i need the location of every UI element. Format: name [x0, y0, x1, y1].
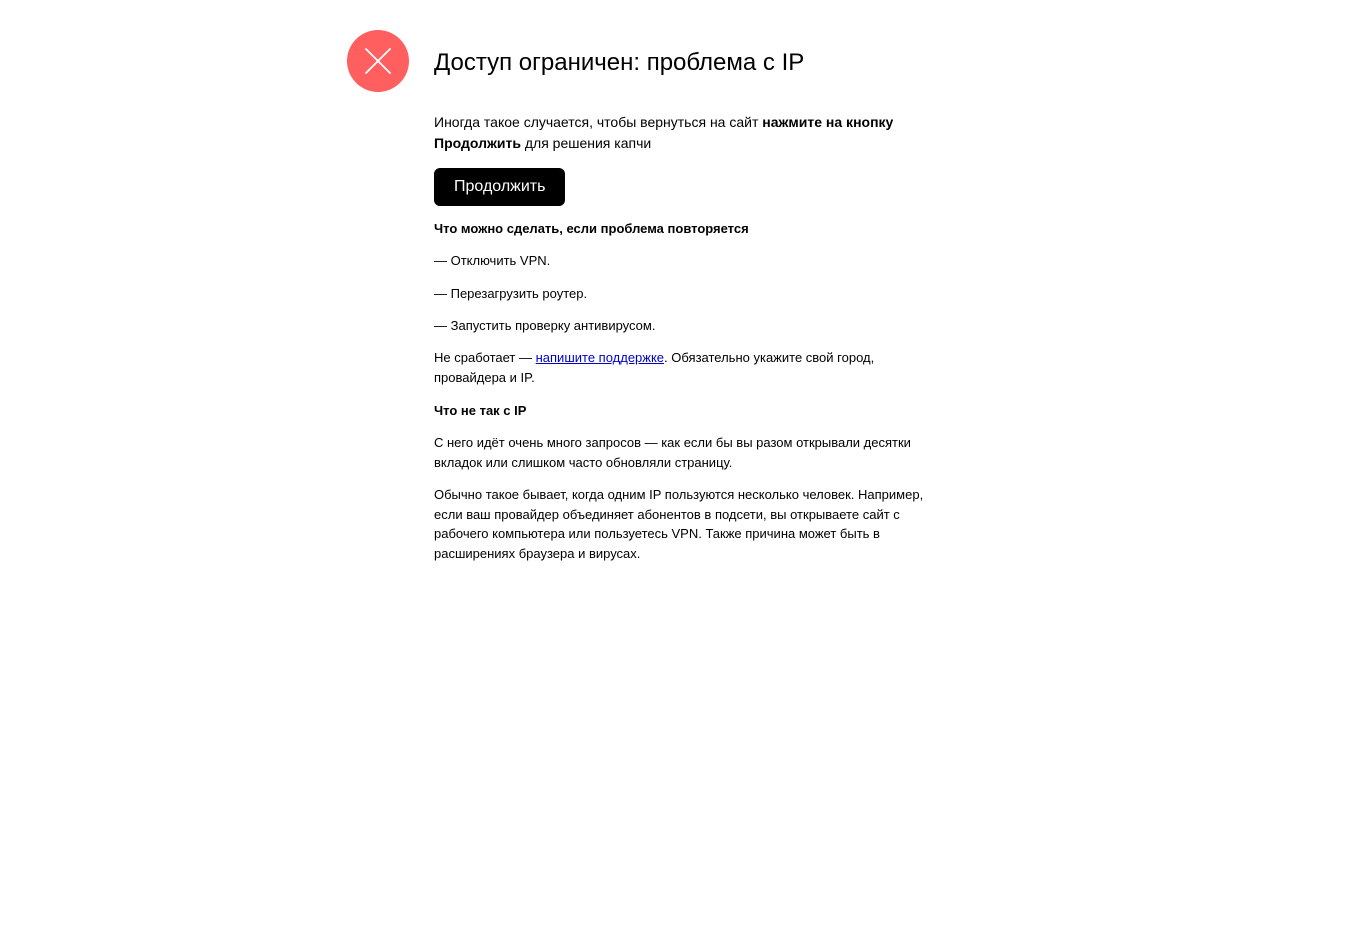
- intro-text: [434, 112, 929, 154]
- support-text-prefix: Не сработает —: [434, 350, 536, 365]
- help-heading: Что можно сделать, если проблема повторяется: [434, 221, 749, 236]
- help-step-antivirus: — Запустить проверку антивирусом.: [434, 318, 656, 333]
- help-step-vpn: — Отключить VPN.: [434, 253, 551, 268]
- support-link[interactable]: напишите поддержке: [535, 350, 665, 365]
- support-text: [434, 348, 929, 387]
- intro-text-start: Иногда такое случается, чтобы вернуться на сайт: [434, 114, 763, 130]
- intro-text-end: для решения капчи: [520, 135, 652, 151]
- explanation-heading: Что не так с IP: [434, 403, 527, 418]
- intro-text-bold: нажмите на кнопку Продолжить: [434, 114, 894, 151]
- explanation-paragraph-2: Обычно такое бывает, когда одним IP пользуются несколько человек. Например, если ваш провайдер объединяет абонентов в подсети, вы открываете сайт с рабочего компьютера или пользуетесь VPN. Также причина может быть в расширениях браузера и вирусах.: [434, 487, 924, 561]
- page-title: Доступ ограничен: проблема с IP: [434, 49, 805, 76]
- support-text-suffix: . Обязательно укажите свой город, провайдера и IP.: [434, 350, 875, 385]
- continue-button[interactable]: Продолжить: [434, 168, 565, 206]
- help-step-router: — Перезагрузить роутер.: [434, 286, 588, 301]
- explanation-paragraph-1: С него идёт очень много запросов — как если бы вы разом открывали десятки вкладок или слишком часто обновляли страницу.: [434, 435, 911, 470]
- close-icon-glyph: [365, 48, 391, 74]
- close-icon: [347, 30, 409, 92]
